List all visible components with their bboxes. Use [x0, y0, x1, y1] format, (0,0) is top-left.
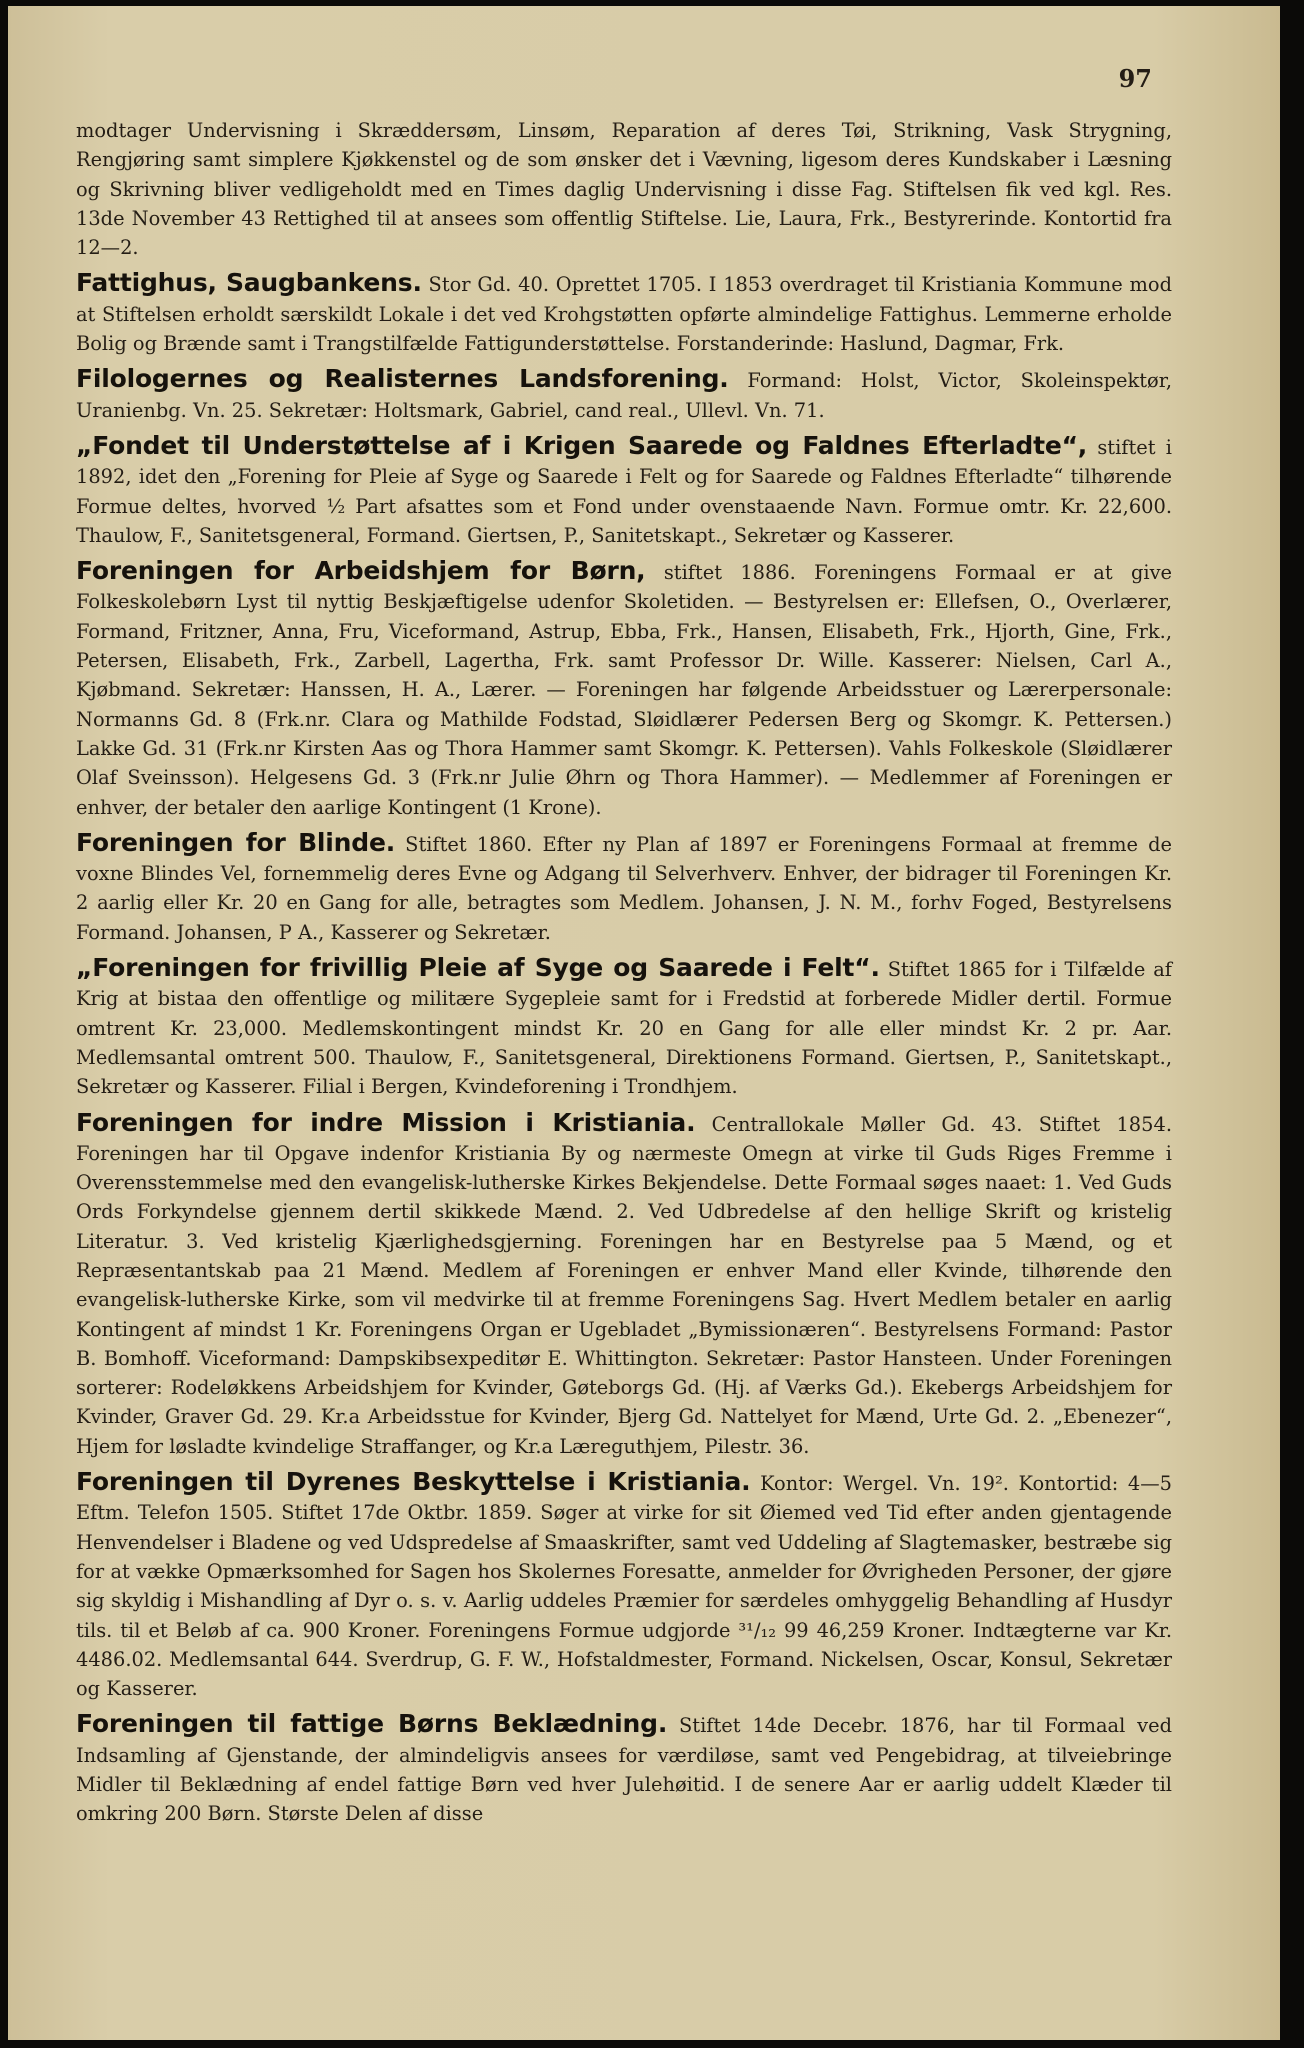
entry-heading: Foreningen til Dyrenes Beskyttelse i Kristiania.: [76, 1467, 751, 1497]
entry-text: stiftet 1886. Foreningens Formaal er at give Folkeskolebørn Lyst til nyttig Beskjæftigelse udenfor Skoletiden. — Bestyrelsen er: Ellefsen, O., Overlærer, Formand, Fritzner, Anna, Fru, Viceformand, Astrup, Ebba, Frk., Hansen, Elisabeth, Frk., Hjorth, Gine, Frk., Petersen, Elisabeth, Frk., Zarbell, Lagertha, Frk. samt Professor Dr. Wille. Kasserer: Nielsen, Carl A., Kjøbmand. Sekretær: Hanssen, H. A., Lærer. — Foreningen har følgende Arbeidsstuer og Lærerpersonale: Normanns Gd. 8 (Frk.nr. Clara og Mathilde Fodstad, Sløidlærer Pedersen Berg og Skomgr. K. Pettersen.) Lakke Gd. 31 (Frk.nr Kirsten Aas og Thora Hammer samt Skomgr. K. Pettersen). Vahls Folkeskole (Sløidlærer Olaf Sveinsson). Helgesens Gd. 3 (Frk.nr Julie Øhrn og Thora Hammer). — Medlemmer af Foreningen er enhver, der betaler den aarlige Kontingent (1 Krone).: [76, 561, 1172, 819]
entry-text: modtager Undervisning i Skræddersøm, Linsøm, Reparation af deres Tøi, Strikning, Vask Strygning, Rengjøring samt simplere Kjøkkenstel og de som ønsker det i Vævning, ligesom deres Kundskaber i Læsning og Skrivning bliver vedligeholdt med en Times daglig Undervisning i disse Fag. Stiftelsen fik ved kgl. Res. 13de November 43 Rettighed til at ansees som offentlig Stiftelse. Lie, Laura, Frk., Bestyrerinde. Kontortid fra 12—2.: [76, 119, 1172, 260]
entry-heading: „Fondet til Understøttelse af i Krigen Saarede og Faldnes Efterladte“,: [76, 430, 1088, 460]
entry-foreningen-for-blinde: [76, 828, 1172, 947]
entry-heading: Fattighus, Saugbankens.: [76, 268, 422, 298]
entry-continuation: [76, 116, 1172, 262]
entry-text: Centrallokale Møller Gd. 43. Stiftet 1854. Foreningen har til Opgave indenfor Kristiania By og nærmeste Omegn at virke til Guds Riges Fremme i Overensstemmelse med den evangelisk-lutherske Kirkes Bekjendelse. Dette Formaal søges naaet: 1. Ved Guds Ords Forkyndelse gjennem dertil skikkede Mænd. 2. Ved Udbredelse af den hellige Skrift og kristelig Literatur. 3. Ved kristelig Kjærlighedsgjerning. Foreningen har en Bestyrelse paa 5 Mænd, og et Repræsentantskab paa 21 Mænd. Medlem af Foreningen er enhver Mand eller Kvinde, tilhørende den evangelisk-lutherske Kirke, som vil medvirke til at fremme Foreningens Sag. Hvert Medlem betaler en aarlig Kontingent af mindst 1 Kr. Foreningens Organ er Ugebladet „Bymissionæren“. Bestyrelsens Formand: Pastor B. Bomhoff. Viceformand: Dampskibsexpeditør E. Whittington. Sekretær: Pastor Hansteen. Under Foreningen sorterer: Rodeløkkens Arbeidshjem for Kvinder, Gøteborgs Gd. (Hj. af Værks Gd.). Ekebergs Arbeidshjem for Kvinder, Graver Gd. 29. Kr.a Arbeidsstue for Kvinder, Bjerg Gd. Nattelyet for Mænd, Urte Gd. 2. „Ebenezer“, Hjem for løsladte kvindelige Straffanger, og Kr.a Læreguthjem, Pilestr. 36.: [76, 1112, 1172, 1458]
page-body: [76, 116, 1172, 1835]
entry-indre-mission: [76, 1108, 1172, 1462]
entry-text: stiftet i 1892, idet den „Forening for Pleie af Syge og Saarede i Felt og for Saarede og Faldnes Efterladte“ tilhørende Formue deltes, hvorved ½ Part afsattes som et Fond under ovenstaaende Navn. Formue omtr. Kr. 22,600. Thaulow, F., Sanitetsgeneral, Formand. Giertsen, P., Sanitetskapt., Sekretær og Kasserer.: [76, 435, 1172, 547]
page-number: 97: [1118, 64, 1152, 93]
entry-heading: Foreningen til fattige Børns Beklædning.: [76, 1709, 668, 1739]
entry-arbeidshjem-for-born: [76, 556, 1172, 822]
entry-fattighus-saugbankens: [76, 268, 1172, 358]
entry-text: Formand: Holst, Victor, Skoleinspektør, Uranienbg. Vn. 25. Sekretær: Holtsmark, Gabriel, cand real., Ullevl. Vn. 71.: [76, 369, 1173, 422]
entry-text: Stiftet 1860. Efter ny Plan af 1897 er Foreningens Formaal at fremme de voxne Blindes Vel, fornemmelig deres Evne og Adgang til Selverhverv. Enhver, der bidrager til Foreningen Kr. 2 aarlig eller Kr. 20 en Gang for alle, betragtes som Medlem. Johansen, J. N. M., forhv Foged, Bestyrelsens Formand. Johansen, P A., Kasserer og Sekretær.: [76, 832, 1172, 944]
entry-text: Stor Gd. 40. Oprettet 1705. I 1853 overdraget til Kristiania Kommune mod at Stiftelsen erholdt særskildt Lokale i det ved Krohgstøtten opførte almindelige Fattighus. Lemmerne erholde Bolig og Brænde samt i Trangstilfælde Fattigunderstøttelse. Forstanderinde: Haslund, Dagmar, Frk.: [76, 273, 1172, 356]
entry-frivillig-pleie: [76, 953, 1172, 1101]
entry-text: Kontor: Wergel. Vn. 19². Kontortid: 4—5 Eftm. Telefon 1505. Stiftet 17de Oktbr. 1859. Søger at virke for sit Øiemed ved Tid efter anden gjentagende Henvendelser i Bladene og ved Udspredelse af Smaaskrifter, samt ved Uddeling af Slagtemasker, bestræbe sig for at vække Opmærksomhed for Sagen hos Skolernes Foresatte, anmelder for Øvrigheden Personer, der gjøre sig skyldig i Mishandling af Dyr o. s. v. Aarlig uddeles Præmier for særdeles omhyggelig Behandling af Husdyr tils. til et Beløb af ca. 900 Kroner. Foreningens Formue udgjorde ³¹/₁₂ 99 46,259 Kroner. Indtægterne var Kr. 4486.02. Medlemsantal 644. Sverdrup, G. F. W., Hofstaldmester, Formand. Nickelsen, Oscar, Konsul, Sekretær og Kasserer.: [76, 1472, 1172, 1701]
entry-text: Stiftet 14de Decebr. 1876, har til Formaal ved Indsamling af Gjenstande, der almindeligvis ansees for værdiløse, samt ved Pengebidrag, at tilveiebringe Midler til Beklædning af endel fattige Børn ved hver Julehøitid. I de senere Aar er aarlig uddelt Klæder til omkring 200 Børn. Største Delen af disse: [76, 1714, 1172, 1826]
entry-filologernes-landsforening: [76, 364, 1172, 425]
entry-fattige-borns-beklaedning: [76, 1709, 1172, 1828]
entry-heading: Foreningen for Arbeidshjem for Børn,: [76, 556, 646, 586]
entry-fondet-understottelse: [76, 431, 1172, 550]
entry-heading: Foreningen for Blinde.: [76, 827, 396, 857]
entry-heading: Filologernes og Realisternes Landsforening.: [76, 364, 729, 394]
entry-heading: „Foreningen for frivillig Pleie af Syge og Saarede i Felt“.: [76, 953, 880, 983]
entry-dyrenes-beskyttelse: [76, 1467, 1172, 1703]
entry-heading: Foreningen for indre Mission i Kristiania.: [76, 1107, 696, 1137]
entry-text: Stiftet 1865 for i Tilfælde af Krig at bistaa den offentlige og militære Sygepleie samt for i Fredstid at forberede Midler dertil. Formue omtrent Kr. 23,000. Medlemskontingent mindst Kr. 20 en Gang for alle eller mindst Kr. 2 pr. Aar. Medlemsantal omtrent 500. Thaulow, F., Sanitetsgeneral, Direktionens Formand. Giertsen, P., Sanitetskapt., Sekretær og Kasserer. Filial i Bergen, Kvindeforening i Trondhjem.: [76, 958, 1172, 1099]
book-page: [8, 6, 1280, 2040]
